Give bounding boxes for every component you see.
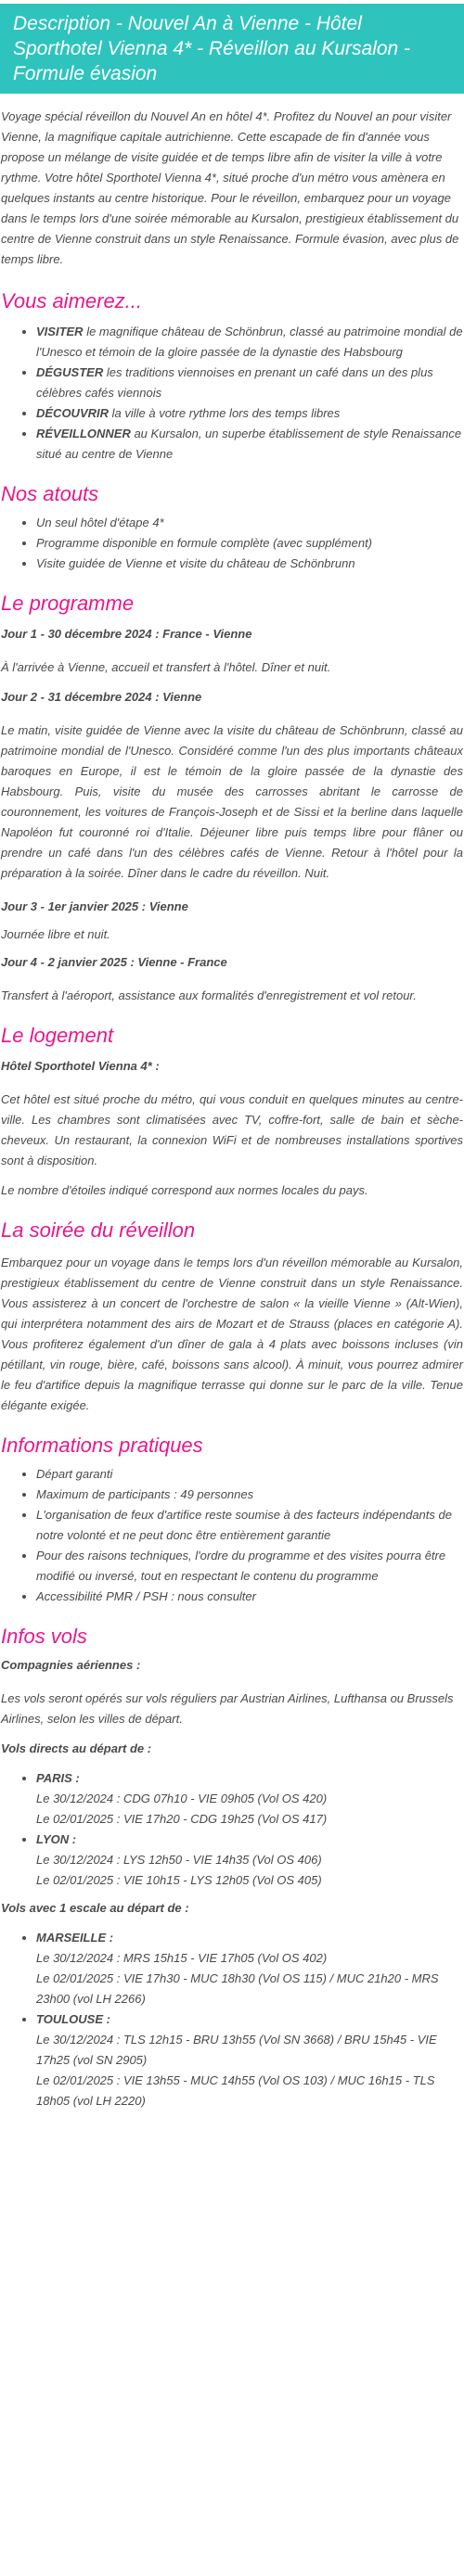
heading-programme: Le programme: [1, 592, 135, 615]
day-1-text: À l'arrivée à Vienne, accueil et transfert à l'hôtel. Dîner et nuit.: [1, 660, 331, 674]
hotel-description: Cet hôtel est situé proche du métro, qui vous conduit en quelques minutes au centre-ville. Les chambres sont climatisées avec TV, coffre-fort, salle de bain et sèche-cheveux. Un restaurant, la connexion WiFi et de nombreuses installations sportives sont à disposition.: [1, 1092, 463, 1167]
day-3-text: Journée libre et nuit.: [1, 927, 110, 941]
soiree-text: Embarquez pour un voyage dans le temps lors d'un réveillon mémorable au Kursalon, prestigieux établissement du centre de Vienne construit dans un style Renaissance. Vous assisterez à un concert de l'orchestre de salon « la vieille Vienne » (Alt-Wien), qui interprétera notamment des airs de Mozart et de Strauss (places en catégorie A). Vous profiterez également d'un dîner de gala à 4 plats avec boissons incluses (vin pétillant, vin rouge, bière, café, boissons sans alcool). À minuit, vous pourrez admirer le feu d'artifice depuis la magnifique terrasse qui donne sur le parc de la ville. Tenue élégante exigée.: [1, 1256, 463, 1412]
hotel-stars-note: Le nombre d'étoiles indiqué correspond aux normes locales du pays.: [1, 1183, 368, 1197]
flight-city-item: [36, 1928, 463, 2009]
day-2-title: Jour 2 - 31 décembre 2024 : Vienne: [1, 690, 202, 704]
heading-infos-pratiques: Informations pratiques: [1, 1434, 203, 1457]
list-item: • Pour des raisons techniques, l'ordre du programme et des visites pourra être modifié ou inversé, tout en respectant le contenu du programme: [36, 1546, 463, 1587]
flight-line: Le 30/12/2024 : TLS 12h15 - BRU 13h55 (Vol SN 3668) / BRU 15h45 - VIE 17h25 (vol SN 2905): [36, 2033, 437, 2067]
day-4-title: Jour 4 - 2 janvier 2025 : Vienne - France: [1, 955, 227, 969]
list-item: • Un seul hôtel d'étape 4*: [36, 513, 463, 533]
day-2-text: Le matin, visite guidée de Vienne avec la visite du château de Schönbrunn, classé au patrimoine mondial de l'Unesco. Considéré comme l'un des plus importants châteaux baroques en Europe, il est le témoin de la gloire passée de la dynastie des Habsbourg. Puis, visite du musée des carrosses abritant le carrosse de couronnement, les voitures de François-Joseph et de Sissi et la berline dans laquelle Napoléon fut couronné roi d'Italie. Déjeuner libre puis temps libre pour flâner ou prendre un café dans l'un des célèbres cafés de Vienne. Retour à l'hôtel pour la préparation à la soirée. Dîner dans le cadre du réveillon. Nuit.: [1, 723, 463, 880]
direct-flights-list: [1, 1768, 463, 1891]
day-3-title: Jour 3 - 1er janvier 2025 : Vienne: [1, 899, 188, 913]
flight-city: PARIS :: [36, 1771, 80, 1785]
flight-line: Le 02/01/2025 : VIE 17h20 - CDG 19h25 (Vol OS 417): [36, 1812, 328, 1826]
hotel-name: Hôtel Sporthotel Vienna 4* :: [1, 1059, 160, 1073]
list-item: • Maximum de participants : 49 personnes: [36, 1485, 463, 1505]
intro-paragraph: Voyage spécial réveillon du Nouvel An en hôtel 4*. Profitez du Nouvel an pour visiter Vienne, la magnifique capitale autrichienne. Cette escapade de fin d'année vous propose un mélange de visite guidée et de temps libre afin de visiter la ville à votre rythme. Votre hôtel Sporthotel Vienna 4*, situé proche d'un métro vous amènera en quelques instants au centre historique. Pour le réveillon, embarquez pour un voyage dans le temps lors d'une soirée mémorable au Kursalon, prestigieux établissement du centre de Vienne construit dans un style Renaissance. Formule évasion, avec plus de temps libre.: [1, 109, 459, 266]
flight-city-item: [36, 1830, 463, 1891]
flight-line: Le 02/01/2025 : VIE 17h30 - MUC 18h30 (Vol OS 115) / MUC 21h20 - MRS 23h00 (vol LH 2266): [36, 1971, 439, 2006]
flight-city: TOULOUSE :: [36, 2012, 110, 2026]
list-item: • Visite guidée de Vienne et visite du château de Schönbrunn: [36, 554, 463, 574]
list-item: • L'organisation de feux d'artifice reste soumise à des facteurs indépendants de notre volonté et ne peut donc être entièrement garantie: [36, 1505, 463, 1546]
list-item: • VISITER le magnifique château de Schönbrun, classé au patrimoine mondial de l'Unesco et témoin de la gloire passée de la dynastie des Habsbourg: [36, 322, 463, 363]
day-1-title: Jour 1 - 30 décembre 2024 : France - Vienne: [1, 627, 252, 641]
companies-label: Compagnies aériennes :: [1, 1658, 141, 1672]
vous-aimerez-list: [1, 322, 463, 465]
list-item: • RÉVEILLONNER au Kursalon, un superbe établissement de style Renaissance situé au centre de Vienne: [36, 424, 463, 465]
infos-pratiques-list: [1, 1464, 463, 1607]
flight-line: Le 02/01/2025 : VIE 13h55 - MUC 14h55 (Vol OS 103) / MUC 16h15 - TLS 18h05 (vol LH 2220): [36, 2073, 435, 2108]
flight-city-item: [36, 2009, 463, 2111]
list-item: • Départ garanti: [36, 1464, 463, 1485]
flight-line: Le 30/12/2024 : LYS 12h50 - VIE 14h35 (Vol OS 406): [36, 1853, 322, 1867]
list-item: • DÉCOUVRIR la ville à votre rythme lors des temps libres: [36, 403, 463, 424]
page: [0, 4, 464, 2111]
heading-soiree: La soirée du réveillon: [1, 1218, 196, 1242]
heading-nos-atouts: Nos atouts: [1, 482, 99, 505]
atouts-list: [1, 513, 463, 574]
flight-line: Le 30/12/2024 : MRS 15h15 - VIE 17h05 (Vol OS 402): [36, 1951, 328, 1965]
list-item: • Accessibilité PMR / PSH : nous consulter: [36, 1587, 463, 1607]
list-item: • Programme disponible en formule complète (avec supplément): [36, 533, 463, 554]
direct-flights-label: Vols directs au départ de :: [1, 1741, 152, 1755]
list-item: • DÉGUSTER les traditions viennoises en prenant un café dans un des plus célèbres cafés viennois: [36, 363, 463, 403]
heading-logement: Le logement: [1, 1024, 114, 1047]
heading-vous-aimerez: Vous aimerez...: [1, 289, 143, 312]
heading-infos-vols: Infos vols: [1, 1625, 87, 1648]
content: [0, 107, 464, 2111]
flight-line: Le 02/01/2025 : VIE 10h15 - LYS 12h05 (Vol OS 405): [36, 1873, 322, 1887]
escale-flights-label: Vols avec 1 escale au départ de :: [1, 1901, 189, 1915]
flight-line: Le 30/12/2024 : CDG 07h10 - VIE 09h05 (Vol OS 420): [36, 1792, 328, 1805]
page-title: Description - Nouvel An à Vienne - Hôtel Sporthotel Vienna 4* - Réveillon au Kursalon - Formule évasion: [0, 4, 464, 94]
escale-flights-list: [1, 1928, 463, 2111]
day-4-text: Transfert à l'aéroport, assistance aux formalités d'enregistrement et vol retour.: [1, 988, 417, 1002]
flight-city-item: [36, 1768, 463, 1830]
companies-text: Les vols seront opérés sur vols réguliers par Austrian Airlines, Lufthansa ou Brussels Airlines, selon les villes de départ.: [1, 1691, 454, 1726]
flight-city: MARSEILLE :: [36, 1931, 114, 1945]
flight-city: LYON :: [36, 1832, 77, 1846]
